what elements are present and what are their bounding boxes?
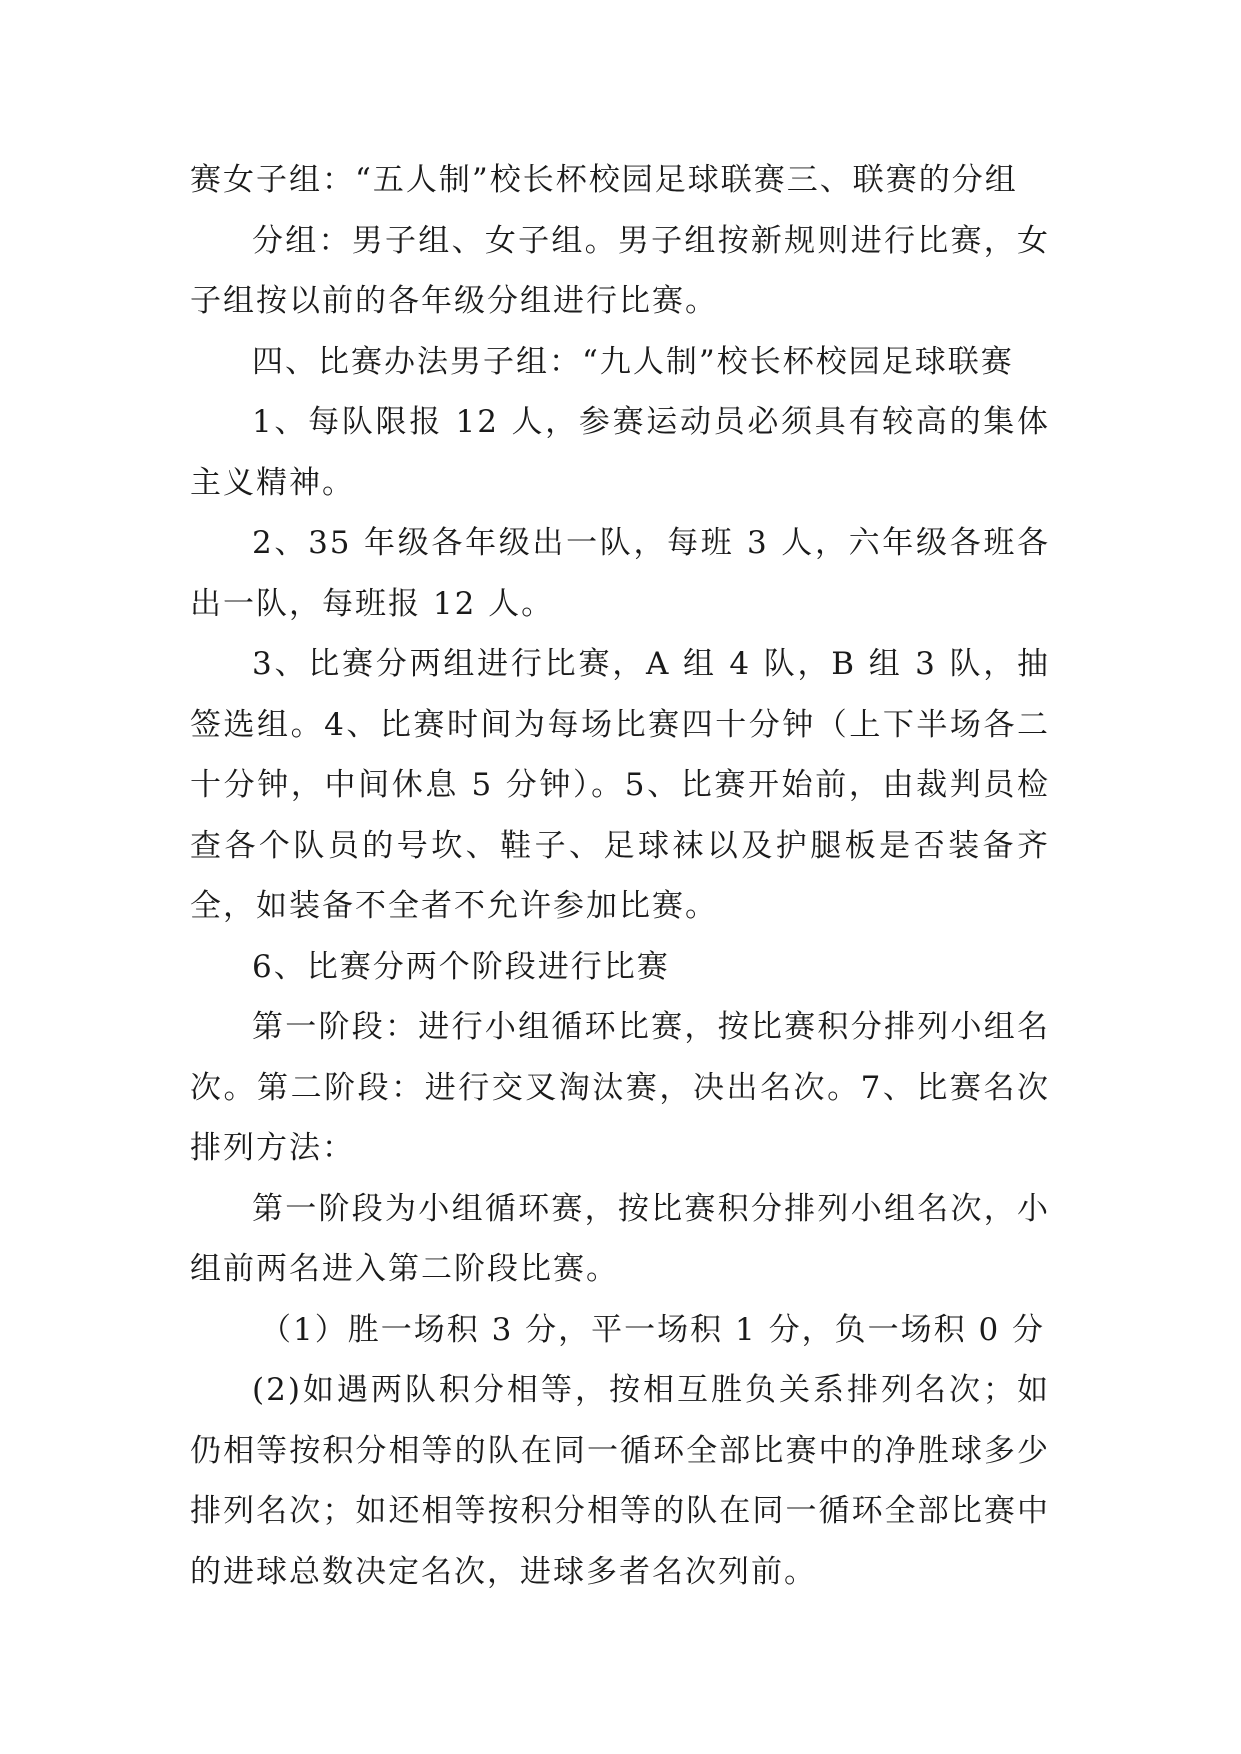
- paragraph-10: （1）胜一场积 3 分，平一场积 1 分，负一场积 0 分: [260, 1311, 1046, 1348]
- paragraph-6: 3、比赛分两组进行比赛，A 组 4 队，B 组 3 队，抽签选组。4、比赛时间为每场比赛四十分钟（上下半场各二十分钟，中间休息 5 分钟）。5、比赛开始前，由裁判员检查各个队员的号坎、鞋子、足球袜以及护腿板是否装备齐全，如装备不全者不允许参加比赛。: [190, 646, 1050, 924]
- document-body: [190, 150, 1050, 1602]
- paragraph-1: 赛女子组：“五人制”校长杯校园足球联赛三、联赛的分组: [190, 162, 1018, 198]
- paragraph-7: 6、比赛分两个阶段进行比赛: [252, 948, 670, 985]
- paragraph-3: 四、比赛办法男子组：“九人制”校长杯校园足球联赛: [252, 343, 1014, 380]
- paragraph-2: 分组：男子组、女子组。男子组按新规则进行比赛，女子组按以前的各年级分组进行比赛。: [190, 222, 1050, 319]
- paragraph-11: (2)如遇两队积分相等，按相互胜负关系排列名次；如仍相等按积分相等的队在同一循环全部比赛中的净胜球多少排列名次；如还相等按积分相等的队在同一循环全部比赛中的进球总数决定名次，进球多者名次列前。: [190, 1372, 1050, 1590]
- paragraph-9: 第一阶段为小组循环赛，按比赛积分排列小组名次，小组前两名进入第二阶段比赛。: [190, 1190, 1050, 1287]
- paragraph-8: 第一阶段：进行小组循环比赛，按比赛积分排列小组名次。第二阶段：进行交叉淘汰赛，决出名次。7、比赛名次排列方法：: [190, 1009, 1050, 1166]
- paragraph-5: 2、35 年级各年级出一队，每班 3 人，六年级各班各出一队，每班报 12 人。: [190, 525, 1050, 622]
- paragraph-4: 1、每队限报 12 人，参赛运动员必须具有较高的集体主义精神。: [190, 404, 1050, 501]
